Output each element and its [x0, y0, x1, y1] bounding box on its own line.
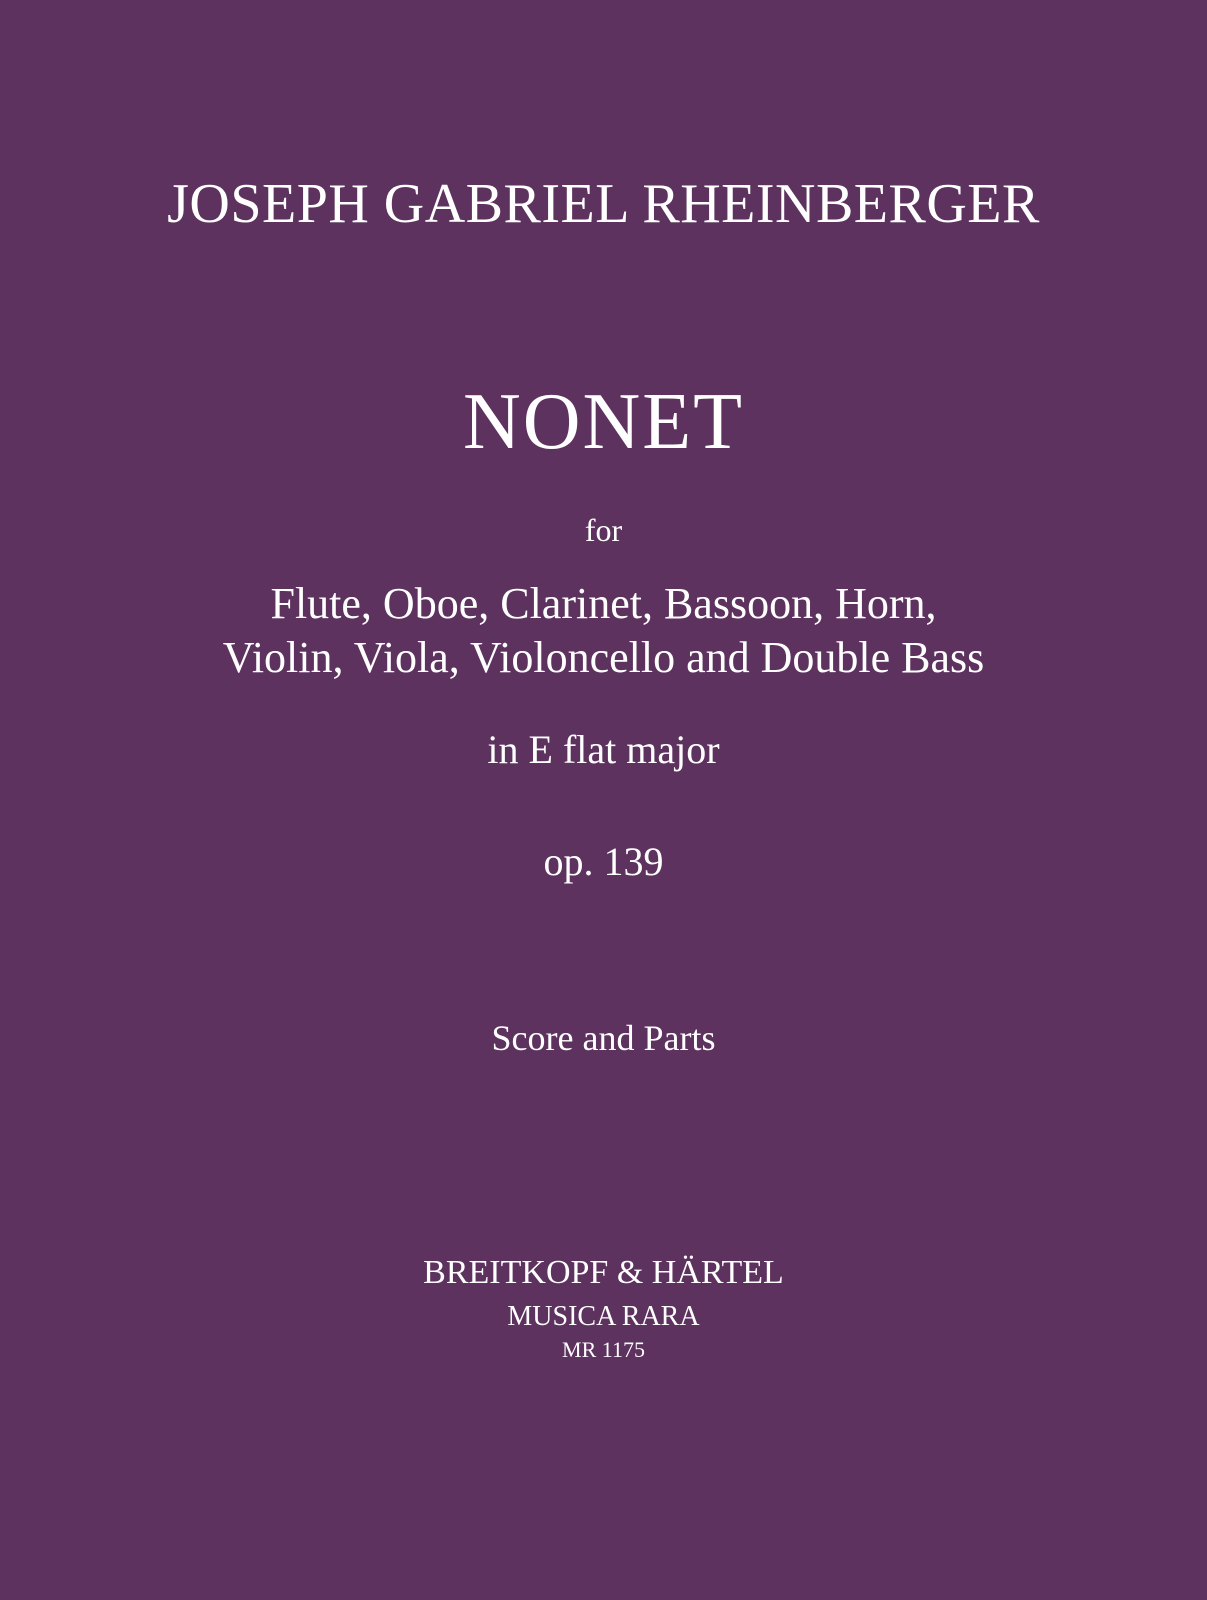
publisher-name: BREITKOPF & HÄRTEL [423, 1254, 784, 1291]
for-label: for [584, 512, 623, 548]
composer-name: JOSEPH GABRIEL RHEINBERGER [167, 173, 1040, 235]
edition-type: Score and Parts [491, 1018, 716, 1058]
catalog-number: MR 1175 [562, 1337, 645, 1362]
instrumentation-line-1: Flute, Oboe, Clarinet, Bassoon, Horn, [270, 579, 937, 628]
opus-number: op. 139 [543, 839, 664, 884]
instrumentation-line-2: Violin, Viola, Violoncello and Double Bass [222, 633, 985, 682]
work-title: NONET [462, 378, 745, 466]
key-signature: in E flat major [487, 727, 720, 772]
imprint-name: MUSICA RARA [507, 1301, 700, 1332]
